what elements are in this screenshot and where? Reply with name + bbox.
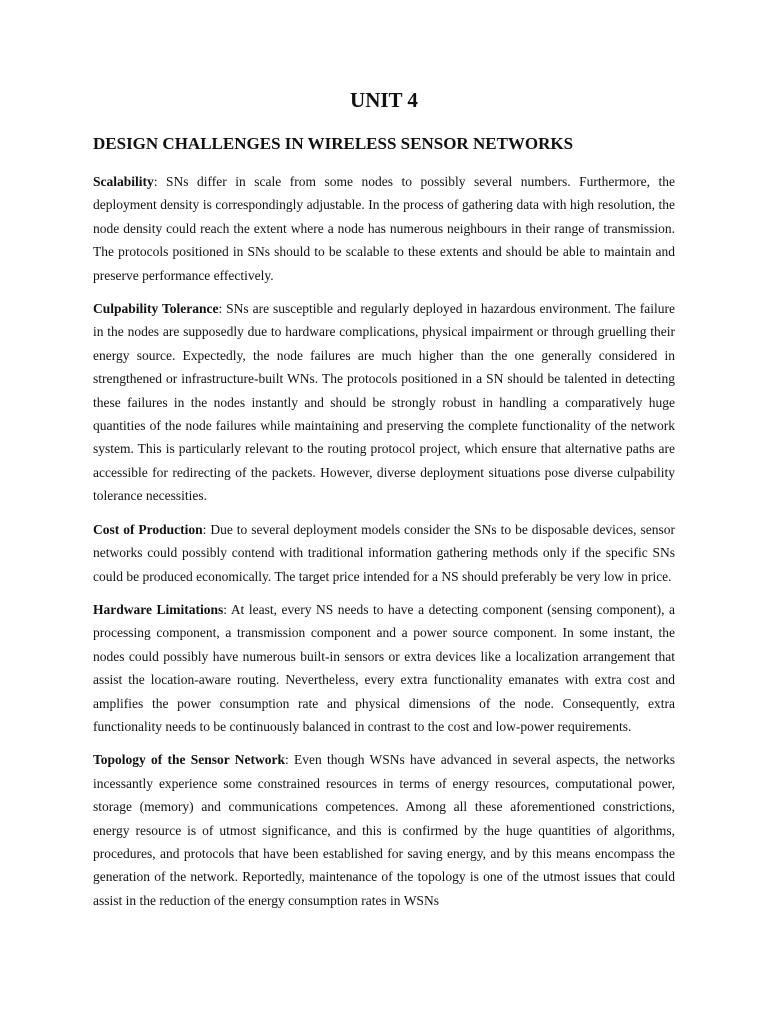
section-title: DESIGN CHALLENGES IN WIRELESS SENSOR NETWORKS <box>93 134 574 153</box>
paragraph-term: Topology of the Sensor Network <box>93 752 285 768</box>
paragraph-culpability-tolerance <box>93 297 675 508</box>
paragraph-scalability <box>93 170 675 287</box>
paragraph-text: : At least, every NS needs to have a detecting component (sensing component), a processing component, a transmission component and a power source component. In some instant, the nodes could possibly have numerous built-in sensors or extra devices like a localization arrangement that assist the location-aware routing. Nevertheless, every extra functionality emanates with extra cost and amplifies the power consumption rate and physical dimensions of the node. Consequently, extra functionality needs to be continuously balanced in contrast to the cost and low-power requirements. <box>93 601 675 734</box>
paragraph-text: : SNs are susceptible and regularly deployed in hazardous environment. The failure in the nodes are supposedly due to hardware complications, physical impairment or through gruelling their energy source. Expectedly, the node failures are much higher than the one generally considered in strengthened or infrastructure-built WNs. The protocols positioned in a SN should be talented in detecting these failures in the nodes instantly and should be strongly robust in handling a comparatively huge quantities of the node failures while maintaining and preserving the complete functionality of the network system. This is particularly relevant to the routing protocol project, which ensure that alternative paths are accessible for redirecting of the packets. However, diverse deployment situations pose diverse culpability tolerance necessities. <box>93 301 676 504</box>
body-text <box>93 170 675 922</box>
paragraph-topology <box>93 748 675 912</box>
paragraph-term: Hardware Limitations <box>93 601 224 617</box>
unit-title: UNIT 4 <box>350 88 418 112</box>
paragraph-text: : SNs differ in scale from some nodes to possibly several numbers. Furthermore, the deployment density is correspondingly adjustable. In the process of gathering data with high resolution, the node density could reach the extent where a node has numerous neighbours in their range of transmission. The protocols positioned in SNs should to be scalable to these extents and should be able to maintain and preserve performance effectively. <box>93 174 675 283</box>
paragraph-term: Scalability <box>93 174 154 189</box>
paragraph-hardware-limitations <box>93 598 675 738</box>
paragraph-text: : Even though WSNs have advanced in several aspects, the networks incessantly experience some constrained resources in terms of energy resources, computational power, storage (memory) and communications competences. Among all these aforementioned constrictions, energy resource is of utmost significance, and this is confirmed by the huge quantities of algorithms, procedures, and protocols that have been established for saving energy, and by this means encompass the generation of the network. Reportedly, maintenance of the topology is one of the utmost issues that could assist in the reduction of the energy consumption rates in WSNs <box>93 752 675 908</box>
paragraph-cost-of-production <box>93 518 675 588</box>
paragraph-term: Cost of Production <box>93 521 203 537</box>
paragraph-term: Culpability Tolerance <box>93 301 219 317</box>
paragraph-text: : Due to several deployment models consider the SNs to be disposable devices, sensor networks could possibly contend with traditional information gathering methods only if the specific SNs could be produced economically. The target price intended for a NS should preferably be very low in price. <box>93 521 675 584</box>
